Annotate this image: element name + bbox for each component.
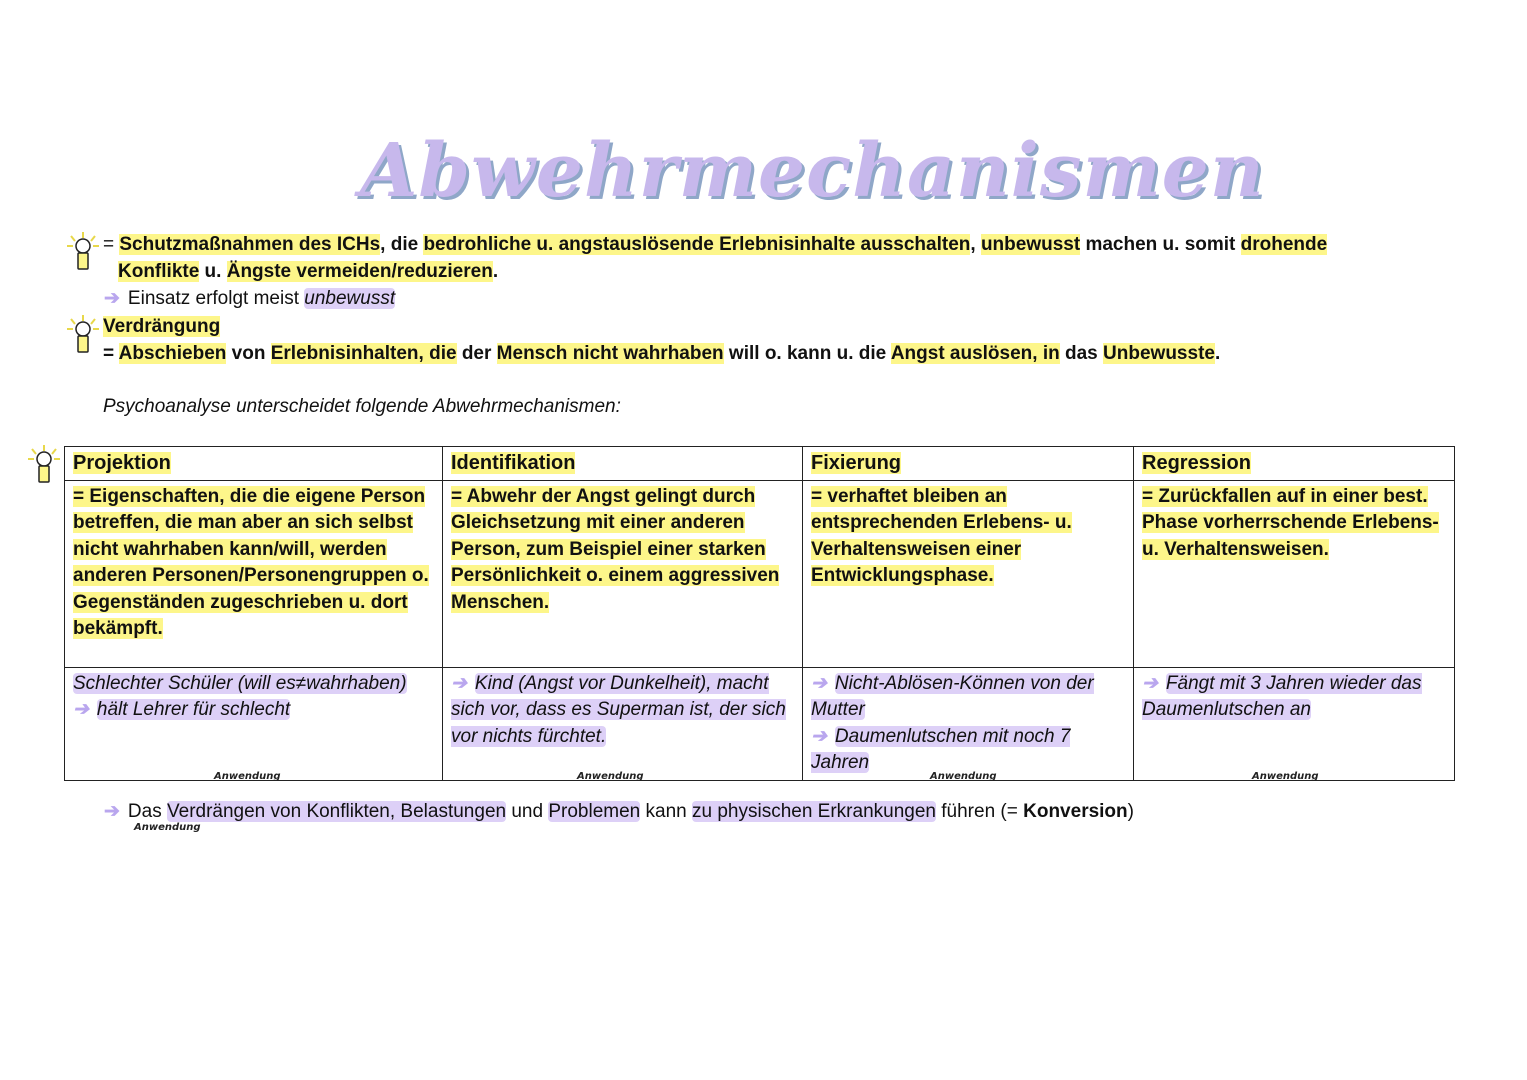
lightbulb-icon — [27, 443, 61, 487]
arrow-right-icon: ➔ — [811, 725, 827, 747]
arrow-right-icon: ➔ — [104, 288, 120, 309]
example-cell: ➔ Nicht-Ablösen-Können von der Mutter ➔ Daumenlutschen mit noch 7 Jahren — [803, 667, 1134, 780]
example-cell: ➔ Kind (Angst vor Dunkelheit), macht sich vor, dass es Superman ist, der sich vor nichts fürchtet. — [443, 667, 803, 780]
column-header: Regression — [1134, 447, 1455, 481]
table-definition-row — [65, 480, 1455, 667]
page-title: Abwehrmechanismen — [360, 128, 1265, 214]
definition-cell: = Eigenschaften, die die eigene Person betreffen, die man aber an sich selbst nicht wahrhaben kann/will, werden anderen Personen/Personengruppen o. Gegenständen zugeschrieben u. dort bekämpft. — [65, 480, 443, 667]
conclusion-line: ➔ Das Verdrängen von Konflikten, Belastungen und Problemen kann zu physischen Erkrankungen führen (= Konversion) — [104, 801, 1134, 822]
arrow-right-icon: ➔ — [811, 672, 827, 694]
definition-cell: = Zurückfallen auf in einer best. Phase vorherrschende Erlebens- u. Verhaltensweisen. — [1134, 480, 1455, 667]
lightbulb-icon — [66, 230, 100, 274]
intro-text: Psychoanalyse unterscheidet folgende Abwehrmechanismen: — [103, 396, 621, 417]
arrow-right-icon: ➔ — [1142, 672, 1158, 694]
arrow-right-icon: ➔ — [451, 672, 467, 694]
column-header: Identifikation — [443, 447, 803, 481]
arrow-right-icon: ➔ — [73, 699, 89, 720]
table-header-row — [65, 447, 1455, 481]
application-label: Anwendung — [214, 771, 281, 782]
repression-definition: = Abschieben von Erlebnisinhalten, die der Mensch nicht wahrhaben will o. kann u. die Angst auslösen, in das Unbewusste. — [103, 343, 1221, 364]
example-cell: Schlechter Schüler (will es≠wahrhaben) ➔ hält Lehrer für schlecht — [65, 667, 443, 780]
application-label: Anwendung — [930, 771, 997, 782]
definition-cell: = verhaftet bleiben an entsprechenden Erlebens- u. Verhaltensweisen einer Entwicklungsphase. — [803, 480, 1134, 667]
definition-line-2: Konflikte u. Ängste vermeiden/reduzieren. — [118, 261, 499, 282]
definition-note: ➔ Einsatz erfolgt meist unbewusst — [104, 288, 396, 309]
lightbulb-icon — [66, 313, 100, 357]
definition-cell: = Abwehr der Angst gelingt durch Gleichsetzung mit einer anderen Person, zum Beispiel einer starken Persönlichkeit o. einem aggressiven Menschen. — [443, 480, 803, 667]
definition-line-1: = Schutzmaßnahmen des ICHs, die bedrohliche u. angstauslösende Erlebnisinhalte ausschalten, unbewusst machen u. somit drohende — [103, 234, 1328, 255]
arrow-right-icon: ➔ — [104, 801, 120, 822]
repression-heading: Verdrängung — [103, 316, 221, 337]
column-header: Projektion — [65, 447, 443, 481]
application-label: Anwendung — [577, 771, 644, 782]
mechanisms-table — [64, 446, 1455, 781]
column-header: Fixierung — [803, 447, 1134, 481]
application-label: Anwendung — [1252, 771, 1319, 782]
example-cell: ➔ Fängt mit 3 Jahren wieder das Daumenlutschen an — [1134, 667, 1455, 780]
table-example-row — [65, 667, 1455, 780]
application-label: Anwendung — [134, 822, 201, 833]
